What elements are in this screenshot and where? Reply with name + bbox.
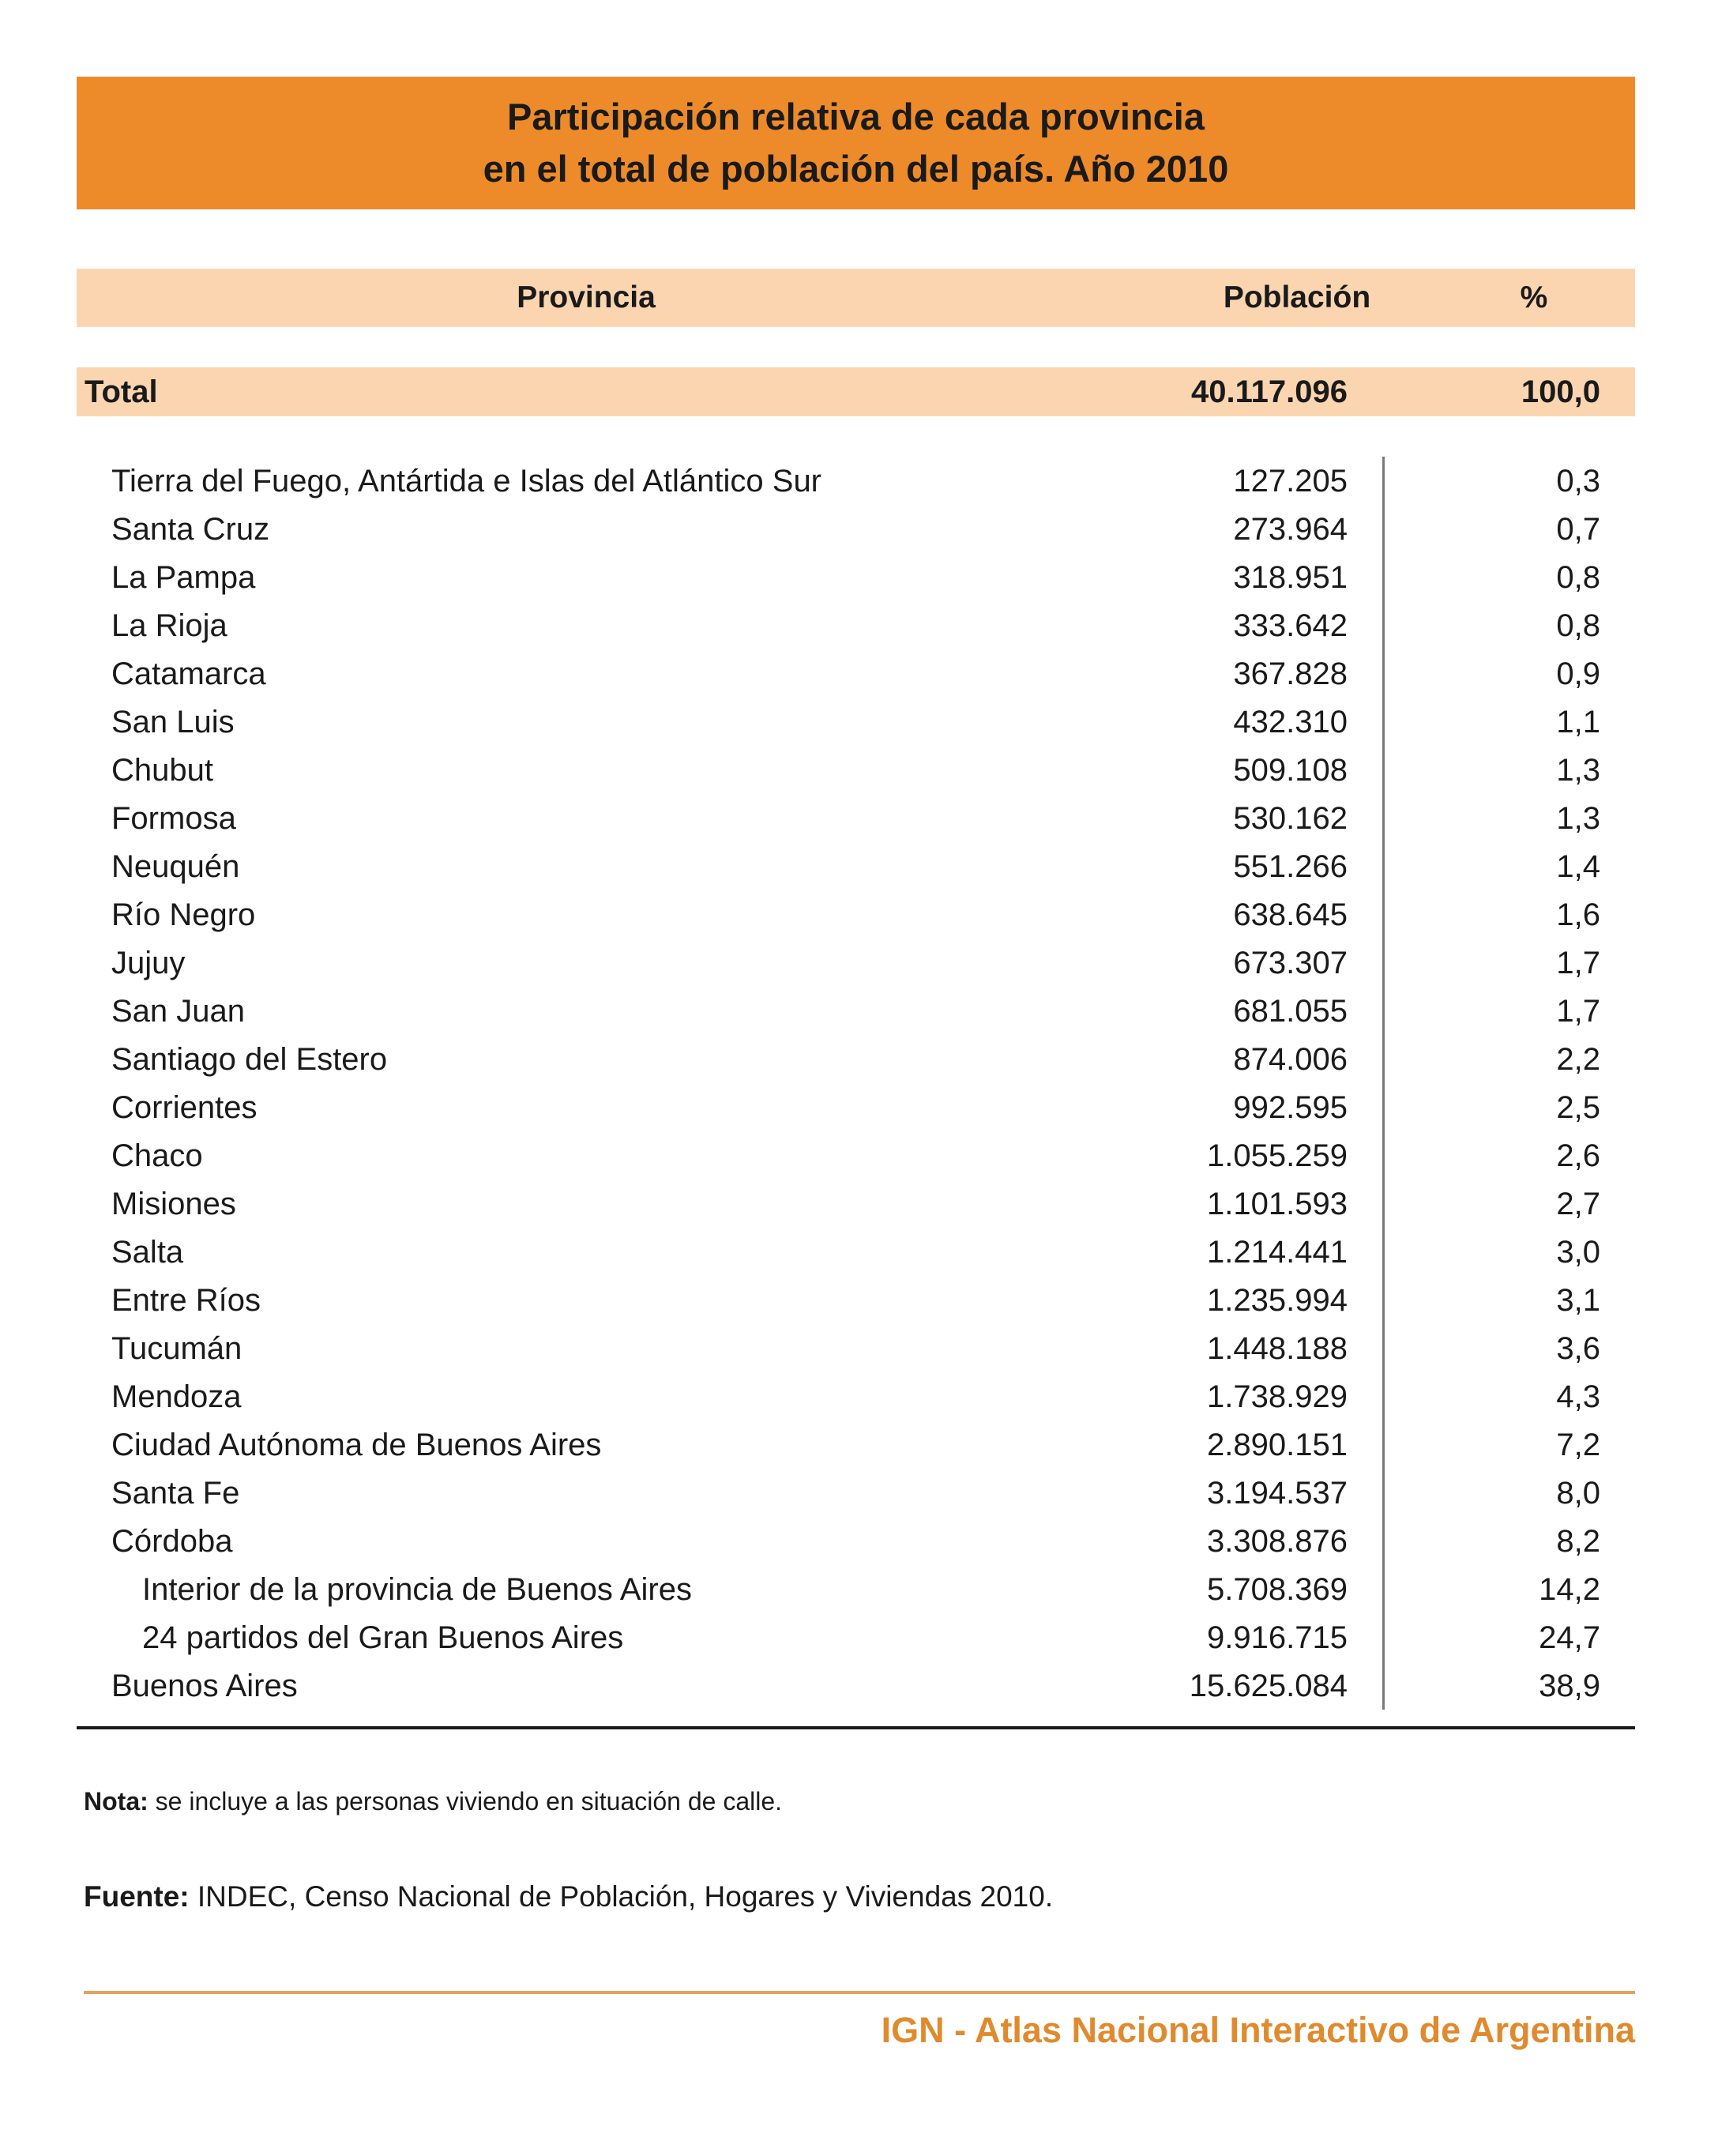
- row-poblacion: 509.108: [1233, 753, 1348, 788]
- row-porcentaje: 0,9: [1556, 657, 1600, 691]
- row-porcentaje: 14,2: [1539, 1572, 1600, 1607]
- table-row: [77, 506, 1635, 554]
- row-name: Tierra del Fuego, Antártida e Islas del Atlántico Sur: [111, 464, 822, 499]
- row-porcentaje: 2,5: [1556, 1090, 1600, 1125]
- table-row: [77, 939, 1635, 988]
- note-label: Nota:: [84, 1787, 148, 1815]
- row-poblacion: 3.194.537: [1207, 1476, 1348, 1511]
- table-row: [77, 1469, 1635, 1518]
- header-provincia: Provincia: [517, 280, 656, 314]
- row-poblacion: 638.645: [1233, 897, 1348, 932]
- row-name: Buenos Aires: [111, 1669, 298, 1703]
- row-porcentaje: 1,3: [1556, 753, 1600, 788]
- row-porcentaje: 24,7: [1539, 1620, 1600, 1655]
- source-label: Fuente:: [84, 1880, 190, 1913]
- row-poblacion: 273.964: [1233, 512, 1348, 547]
- row-porcentaje: 38,9: [1539, 1669, 1600, 1703]
- row-porcentaje: 2,7: [1556, 1187, 1600, 1221]
- table-row: [77, 698, 1635, 747]
- row-name: Santa Cruz: [111, 512, 270, 547]
- row-poblacion: 2.890.151: [1207, 1428, 1348, 1462]
- row-poblacion: 874.006: [1233, 1042, 1348, 1077]
- source-text: INDEC, Censo Nacional de Población, Hogares y Viviendas 2010.: [189, 1880, 1054, 1913]
- row-porcentaje: 2,2: [1556, 1042, 1600, 1077]
- row-name: Ciudad Autónoma de Buenos Aires: [111, 1428, 602, 1462]
- total-row: [77, 367, 1635, 416]
- table-row: [77, 1277, 1635, 1325]
- note-text: se incluye a las personas viviendo en situación de calle.: [148, 1787, 783, 1815]
- table-row: [77, 1180, 1635, 1229]
- row-poblacion: 1.738.929: [1207, 1379, 1348, 1414]
- row-porcentaje: 8,0: [1556, 1476, 1600, 1511]
- row-porcentaje: 1,6: [1556, 897, 1600, 932]
- source: [84, 1880, 1053, 1913]
- row-name: Santiago del Estero: [111, 1042, 388, 1077]
- row-porcentaje: 2,6: [1556, 1138, 1600, 1173]
- row-name: Jujuy: [111, 946, 186, 980]
- row-poblacion: 673.307: [1233, 946, 1348, 980]
- row-name: Salta: [111, 1235, 184, 1270]
- row-poblacion: 127.205: [1233, 464, 1348, 499]
- row-poblacion: 15.625.084: [1189, 1669, 1348, 1703]
- row-poblacion: 333.642: [1233, 608, 1348, 643]
- table-row: [77, 891, 1635, 939]
- row-name: La Pampa: [111, 560, 256, 595]
- table-row: [77, 1566, 1635, 1614]
- table-row: [77, 1373, 1635, 1421]
- row-name: Chaco: [111, 1138, 203, 1173]
- row-porcentaje: 1,1: [1556, 705, 1600, 739]
- row-porcentaje: 3,1: [1556, 1283, 1600, 1318]
- table-title: [77, 77, 1635, 209]
- row-poblacion: 432.310: [1233, 705, 1348, 739]
- table-row: [77, 650, 1635, 698]
- column-divider: [1382, 457, 1385, 1710]
- row-poblacion: 1.214.441: [1207, 1235, 1348, 1270]
- table-row: [77, 1614, 1635, 1662]
- table-bottom-rule: [77, 1726, 1635, 1729]
- total-label: Total: [85, 374, 158, 409]
- row-name: Entre Ríos: [111, 1283, 261, 1318]
- table-header: [77, 269, 1635, 327]
- row-porcentaje: 0,3: [1556, 464, 1600, 499]
- row-name: Formosa: [111, 801, 236, 836]
- row-porcentaje: 8,2: [1556, 1524, 1600, 1559]
- row-porcentaje: 0,8: [1556, 560, 1600, 595]
- row-porcentaje: 1,3: [1556, 801, 1600, 836]
- header-poblacion: Población: [1223, 280, 1371, 314]
- footer-credit: IGN - Atlas Nacional Interactivo de Argentina: [881, 2010, 1635, 2050]
- row-porcentaje: 1,4: [1556, 849, 1600, 884]
- row-poblacion: 681.055: [1233, 994, 1348, 1029]
- row-porcentaje: 7,2: [1556, 1428, 1600, 1462]
- row-porcentaje: 4,3: [1556, 1379, 1600, 1414]
- row-poblacion: 9.916.715: [1207, 1620, 1348, 1655]
- table-row: [77, 747, 1635, 795]
- row-poblacion: 367.828: [1233, 657, 1348, 691]
- row-poblacion: 1.101.593: [1207, 1187, 1348, 1221]
- row-poblacion: 992.595: [1233, 1090, 1348, 1125]
- row-porcentaje: 1,7: [1556, 994, 1600, 1029]
- table-row: [77, 1325, 1635, 1373]
- row-name: Córdoba: [111, 1524, 233, 1559]
- table-row: [77, 1132, 1635, 1180]
- row-name: Corrientes: [111, 1090, 258, 1125]
- table-row: [77, 988, 1635, 1036]
- table-row: [77, 554, 1635, 602]
- table-row: [77, 457, 1635, 506]
- row-poblacion: 5.708.369: [1207, 1572, 1348, 1607]
- table-row: [77, 843, 1635, 891]
- row-poblacion: 318.951: [1233, 560, 1348, 595]
- row-porcentaje: 3,0: [1556, 1235, 1600, 1270]
- row-poblacion: 551.266: [1233, 849, 1348, 884]
- table-row: [77, 1084, 1635, 1132]
- table-row: [77, 1229, 1635, 1277]
- row-name: Interior de la provincia de Buenos Aires: [142, 1572, 692, 1607]
- footer-rule: [84, 1991, 1635, 1994]
- row-name: San Luis: [111, 705, 235, 739]
- row-poblacion: 3.308.876: [1207, 1524, 1348, 1559]
- row-name: Chubut: [111, 753, 213, 788]
- header-porcentaje: %: [1520, 280, 1548, 314]
- row-name: San Juan: [111, 994, 246, 1029]
- table-row: [77, 795, 1635, 843]
- row-poblacion: 1.055.259: [1207, 1138, 1348, 1173]
- total-porcentaje: 100,0: [1521, 374, 1600, 409]
- row-name: Mendoza: [111, 1379, 242, 1414]
- row-name: 24 partidos del Gran Buenos Aires: [142, 1620, 624, 1655]
- table-row: [77, 1662, 1635, 1710]
- title-line-2: en el total de población del país. Año 2010: [483, 148, 1229, 190]
- row-name: Misiones: [111, 1187, 236, 1221]
- row-name: Tucumán: [111, 1331, 242, 1366]
- row-porcentaje: 1,7: [1556, 946, 1600, 980]
- row-name: La Rioja: [111, 608, 227, 643]
- table-row: [77, 1036, 1635, 1084]
- title-line-1: Participación relativa de cada provincia: [507, 96, 1205, 137]
- row-porcentaje: 3,6: [1556, 1331, 1600, 1366]
- row-porcentaje: 0,7: [1556, 512, 1600, 547]
- row-name: Santa Fe: [111, 1476, 240, 1511]
- note: [84, 1787, 782, 1816]
- table-row: [77, 1518, 1635, 1566]
- row-name: Catamarca: [111, 657, 266, 691]
- table-row: [77, 1421, 1635, 1469]
- row-name: Río Negro: [111, 897, 256, 932]
- row-poblacion: 530.162: [1233, 801, 1348, 836]
- table-body: [77, 457, 1635, 1710]
- row-poblacion: 1.235.994: [1207, 1283, 1348, 1318]
- table-row: [77, 602, 1635, 650]
- row-poblacion: 1.448.188: [1207, 1331, 1348, 1366]
- total-poblacion: 40.117.096: [1191, 374, 1348, 409]
- row-name: Neuquén: [111, 849, 240, 884]
- row-porcentaje: 0,8: [1556, 608, 1600, 643]
